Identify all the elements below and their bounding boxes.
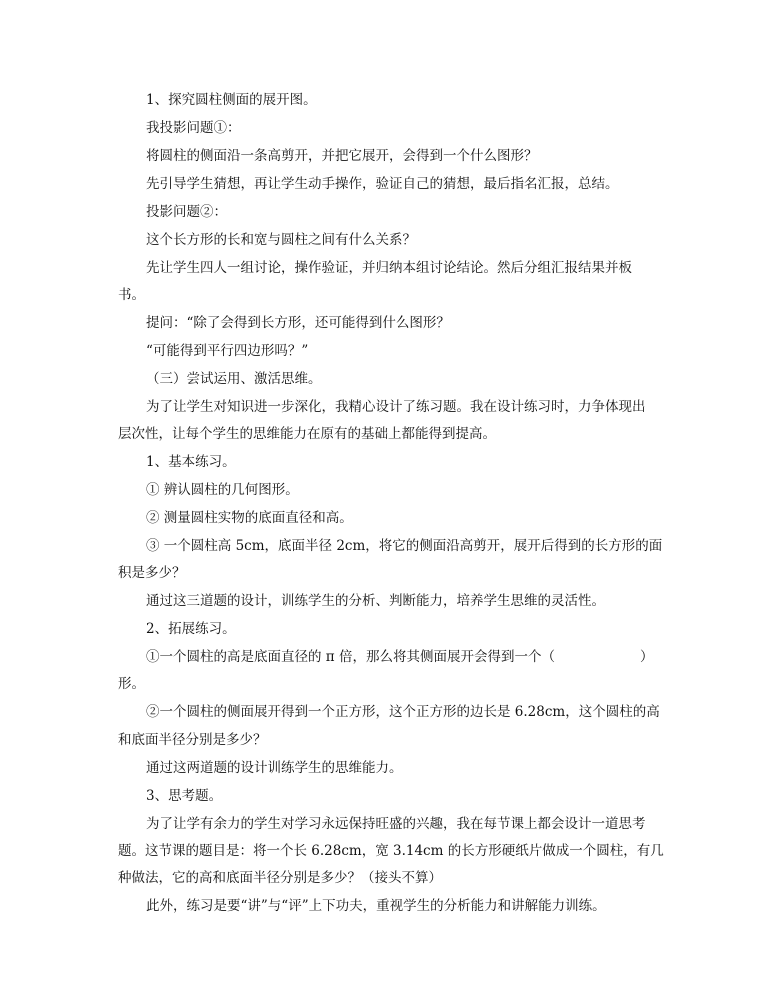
projection-question-2-label: 投影问题②： (146, 204, 227, 220)
paragraph-line-continuation: 书。 (118, 287, 145, 303)
list-item: ③ 一个圆柱高 5cm，底面半径 2cm，将它的侧面沿高剪开，展开后得到的长方形的面 (146, 538, 663, 554)
paragraph-line-continuation: 种做法，它的高和底面半径分别是多少？（接头不算） (118, 870, 442, 886)
paragraph-line-continuation: 积是多少？ (118, 565, 186, 581)
section-heading-cylinder-side: 1、探究圆柱侧面的展开图。 (146, 92, 317, 108)
paragraph-line: 为了让学有余力的学生对学习永远保持旺盛的兴趣，我在每节课上都会设计一道思考 (146, 816, 646, 832)
section-heading-3: （三）尝试运用、激活思维。 (146, 371, 322, 387)
paragraph-line-continuation: 题。这节课的题目是：将一个长 6.28cm，宽 3.14cm 的长方形硬纸片做成一个圆柱，有几 (118, 843, 664, 859)
paragraph-line: 先引导学生猜想，再让学生动手操作，验证自己的猜想，最后指名汇报，总结。 (146, 176, 619, 192)
projection-question-1-label: 我投影问题①： (146, 120, 241, 136)
subsection-heading-basic-practice: 1、基本练习。 (146, 454, 236, 470)
list-item: ①一个圆柱的高是底面直径的 π 倍，那么将其侧面展开会得到一个（ (146, 649, 555, 665)
paragraph-line: 通过这两道题的设计训练学生的思维能力。 (146, 760, 403, 776)
paragraph-line-continuation: 层次性，让每个学生的思维能力在原有的基础上都能得到提高。 (118, 426, 496, 442)
list-item: ② 测量圆柱实物的底面直径和高。 (146, 510, 353, 526)
paragraph-line: 这个长方形的长和宽与圆柱之间有什么关系？ (146, 232, 416, 248)
paragraph-line: 提问：“除了会得到长方形，还可能得到什么图形？ (146, 315, 450, 331)
paragraph-line: 为了让学生对知识进一步深化，我精心设计了练习题。我在设计练习时，力争体现出 (146, 399, 646, 415)
paragraph-line-continuation: 和底面半径分别是多少？ (118, 732, 267, 748)
subsection-heading-thinking: 3、思考题。 (146, 788, 223, 804)
paragraph-line-continuation: 形。 (118, 676, 145, 692)
paragraph-line: 通过这三道题的设计，训练学生的分析、判断能力，培养学生思维的灵活性。 (146, 593, 605, 609)
paragraph-line: 将圆柱的侧面沿一条高剪开，并把它展开，会得到一个什么图形？ (146, 148, 538, 164)
paragraph-line: 先让学生四人一组讨论，操作验证，并归纳本组讨论结论。然后分组汇报结果并板 (146, 260, 632, 276)
subsection-heading-extended-practice: 2、拓展练习。 (146, 621, 236, 637)
blank-close-paren: ） (640, 649, 654, 665)
paragraph-line: 此外，练习是要“讲”与“评”上下功夫，重视学生的分析能力和讲解能力训练。 (146, 898, 606, 914)
list-item: ②一个圆柱的侧面展开得到一个正方形，这个正方形的边长是 6.28cm，这个圆柱的高 (146, 704, 660, 720)
list-item: ① 辨认圆柱的几何图形。 (146, 482, 299, 498)
paragraph-line: “可能得到平行四边形吗？” (146, 343, 309, 359)
